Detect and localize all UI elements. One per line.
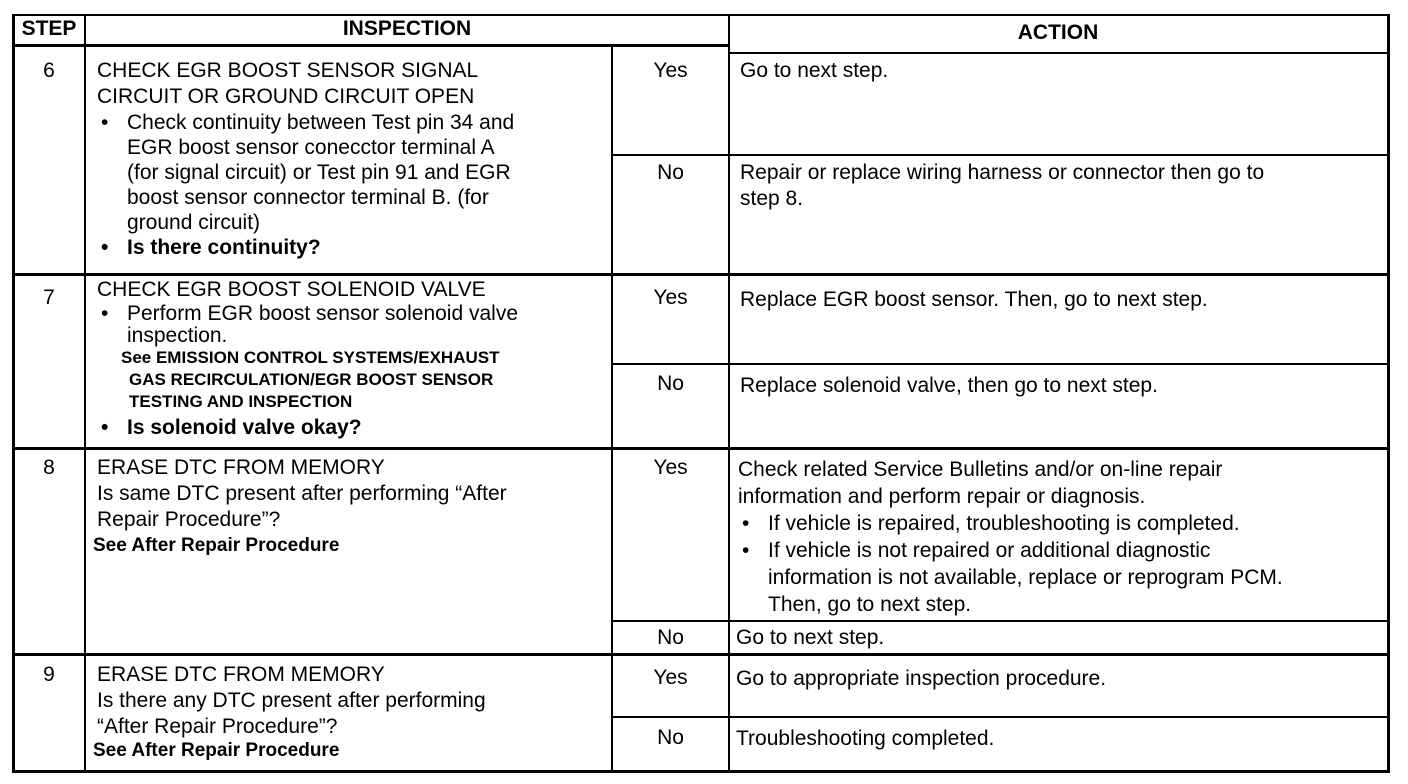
- row-8-yes-bullet-2-line-3: Then, go to next step.: [768, 593, 972, 616]
- row-7-inspection: [97, 277, 609, 441]
- row-7-bullet-1-line-2: inspection.: [127, 324, 228, 347]
- bullet-icon: •: [101, 416, 109, 439]
- table-border-left: [12, 14, 15, 773]
- row-8-yes-label: Yes: [653, 456, 688, 479]
- row-9-title-line-1: ERASE DTC FROM MEMORY: [97, 663, 385, 686]
- bullet-icon: •: [742, 539, 750, 562]
- step-column-divider: [84, 14, 86, 773]
- row-8-see-reference: See After Repair Procedure: [93, 535, 340, 556]
- header-step: STEP: [21, 17, 77, 40]
- row-6-question: • Is there continuity?: [97, 235, 609, 261]
- row-7-see-line-3: TESTING AND INSPECTION: [129, 392, 353, 411]
- row-6-title-line-1: CHECK EGR BOOST SENSOR SIGNAL: [97, 59, 479, 82]
- row-6-yes-label: Yes: [653, 59, 688, 82]
- row-6-no-action-line-1: Repair or replace wiring harness or connector then go to: [740, 161, 1265, 184]
- row-7-question: • Is solenoid valve okay?: [97, 415, 609, 441]
- row-8-step: 8: [43, 456, 55, 479]
- row-9-inspection: [93, 662, 609, 762]
- row-9-yes-action: Go to appropriate inspection procedure.: [736, 667, 1107, 690]
- row-7-no-label: No: [657, 372, 684, 395]
- row-6-inspection: [97, 58, 609, 261]
- header-bottom-line-left: [12, 44, 730, 47]
- bullet-icon: •: [101, 111, 109, 134]
- row-8-yes-bullet-1: • If vehicle is repaired, troubleshooting is completed.: [738, 510, 1383, 537]
- row-7-bottom-line: [12, 447, 1390, 450]
- row-7-see-line-1: See EMISSION CONTROL SYSTEMS/EXHAUST: [121, 348, 500, 367]
- row-8-inspection: [93, 455, 609, 559]
- table-border-right: [1387, 14, 1390, 773]
- row-7-step: 7: [43, 286, 55, 309]
- row-9-see-reference: See After Repair Procedure: [93, 740, 340, 761]
- row-8-body-line-2: Repair Procedure”?: [97, 508, 281, 531]
- header-inspection: INSPECTION: [342, 17, 472, 40]
- row-6-bullet-1: [97, 110, 609, 235]
- row-8-yes-action-line-1: Check related Service Bulletins and/or on-line repair: [738, 458, 1223, 481]
- row-7-no-action: Replace solenoid valve, then go to next step.: [740, 374, 1158, 397]
- row-9-no-label: No: [657, 726, 684, 749]
- row-6-yes-action: Go to next step.: [740, 59, 889, 82]
- row-9-yes-label: Yes: [653, 666, 688, 689]
- row-7-bullet-1: [97, 303, 609, 347]
- row-7-yes-action: Replace EGR boost sensor. Then, go to next step.: [740, 288, 1208, 311]
- row-8-yes-bullet-2-line-2: information is not available, replace or reprogram PCM.: [768, 566, 1283, 589]
- row-6-no-label: No: [657, 161, 684, 184]
- header-action: ACTION: [1017, 21, 1099, 44]
- row-6-bullet-1-line-4: boost sensor connector terminal B. (for: [127, 186, 489, 209]
- row-9-body-line-2: “After Repair Procedure”?: [97, 715, 338, 738]
- row-7-see-reference: [97, 347, 609, 413]
- row-6-bottom-line: [12, 273, 1390, 276]
- row-8-yes-action-line-2: information and perform repair or diagnosis.: [738, 485, 1146, 508]
- row-6-no-action-line-2: step 8.: [740, 187, 804, 210]
- row-8-no-label: No: [657, 626, 684, 649]
- row-6-bullet-1-line-5: ground circuit): [127, 211, 261, 234]
- row-6-title-line-2: CIRCUIT OR GROUND CIRCUIT OPEN: [97, 85, 475, 108]
- inspection-column-divider: [611, 46, 613, 773]
- row-7-see-line-2: GAS RECIRCULATION/EGR BOOST SENSOR: [129, 370, 494, 389]
- row-6-bullet-1-line-2: EGR boost sensor conecctor terminal A: [127, 136, 495, 159]
- row-7-bullet-1-line-1: Perform EGR boost sensor solenoid valve: [127, 302, 519, 325]
- bullet-icon: •: [101, 236, 109, 259]
- row-6-bullet-1-line-3: (for signal circuit) or Test pin 91 and EGR: [127, 161, 511, 184]
- action-column-divider: [728, 14, 730, 773]
- bullet-icon: •: [101, 302, 109, 325]
- row-9-step: 9: [43, 663, 55, 686]
- bullet-icon: •: [742, 512, 750, 535]
- row-8-yes-bullet-2: [738, 537, 1383, 618]
- row-6-bullet-1-line-1: Check continuity between Test pin 34 and: [127, 111, 515, 134]
- row-7-title-line-1: CHECK EGR BOOST SOLENOID VALVE: [97, 278, 486, 301]
- row-9-no-action: Troubleshooting completed.: [736, 727, 995, 750]
- table-border-bottom: [12, 770, 1390, 773]
- header-bottom-line-right: [728, 52, 1390, 54]
- row-6-no-action: [740, 160, 1380, 212]
- row-7-yes-label: Yes: [653, 286, 688, 309]
- row-8-title-line-1: ERASE DTC FROM MEMORY: [97, 456, 385, 479]
- row-9-body-line-1: Is there any DTC present after performing: [97, 689, 486, 712]
- row-8-yes-bullet-2-line-1: If vehicle is not repaired or additional diagnostic: [768, 539, 1211, 562]
- row-8-no-action: Go to next step.: [736, 626, 885, 649]
- row-6-step: 6: [43, 59, 55, 82]
- row-8-bottom-line: [12, 653, 1390, 656]
- row-8-yes-action: [738, 456, 1383, 618]
- row-8-body-line-1: Is same DTC present after performing “After: [97, 482, 507, 505]
